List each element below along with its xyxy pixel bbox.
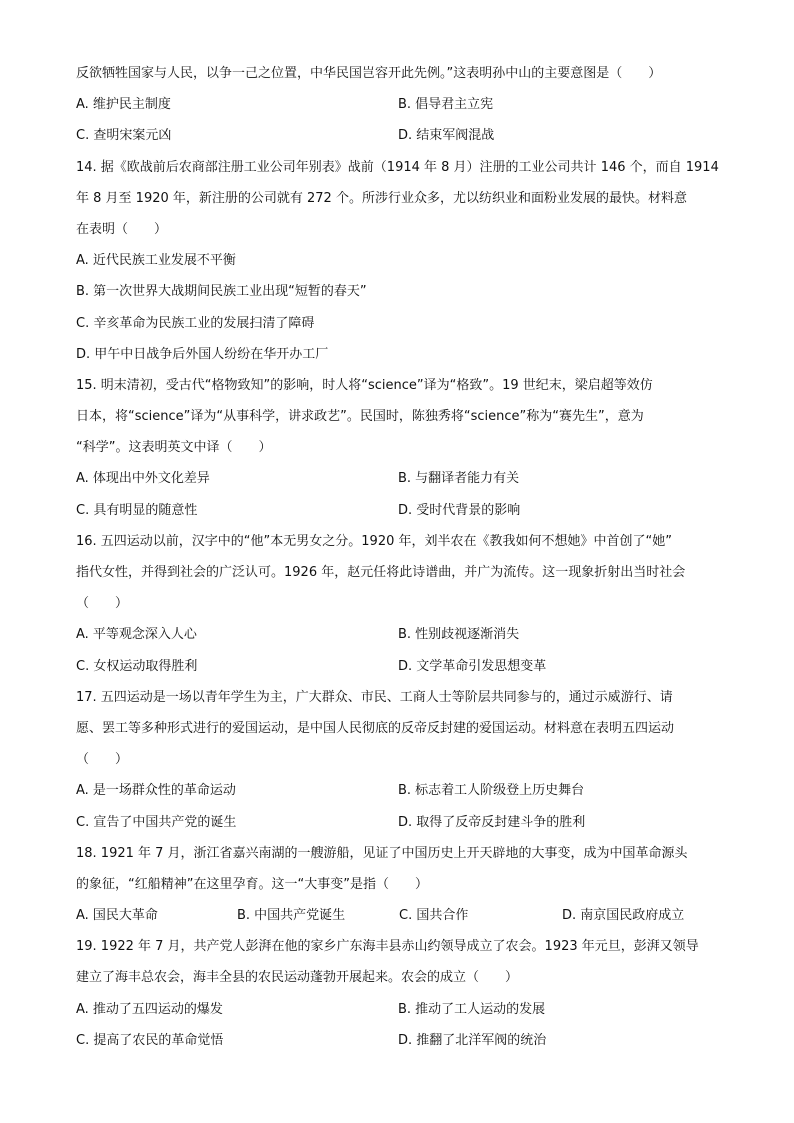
question-15-text: “科学”。这表明英文中译（ ） [76, 440, 272, 456]
question-15-options-row-2 [76, 495, 721, 526]
question-18-option-a[interactable]: A. 国民大革命 [76, 908, 158, 924]
question-17-text: （ ） [76, 752, 129, 768]
question-14-text: 14. 据《欧战前后农商部注册工业公司年别表》战前（1914 年 8 月）注册的工业公司共计 146 个，而自 1914 [76, 159, 719, 175]
question-16-options-row-1 [76, 619, 721, 650]
exam-page [76, 58, 721, 1056]
question-15-option-d[interactable]: D. 受时代背景的影响 [398, 502, 521, 518]
question-16-option-a[interactable]: A. 平等观念深入人心 [76, 627, 197, 643]
question-17-option-a[interactable]: A. 是一场群众性的革命运动 [76, 783, 236, 799]
question-15-option-b[interactable]: B. 与翻译者能力有关 [398, 471, 520, 487]
question-18-options-row [76, 900, 721, 931]
question-19-text: 建立了海丰总农会，海丰全县的农民运动蓬勃开展起来。农会的成立（ ） [76, 970, 519, 986]
question-19-option-c[interactable]: C. 提高了农民的革命觉悟 [76, 1032, 224, 1048]
question-19-option-a[interactable]: A. 推动了五四运动的爆发 [76, 1001, 223, 1017]
question-17-options-row-2 [76, 807, 721, 838]
question-17-option-d[interactable]: D. 取得了反帝反封建斗争的胜利 [398, 814, 586, 830]
question-19-option-b[interactable]: B. 推动了工人运动的发展 [398, 1001, 546, 1017]
question-13-option-a[interactable]: A. 维护民主制度 [76, 97, 171, 113]
question-16-option-b[interactable]: B. 性别歧视逐渐消失 [398, 627, 520, 643]
question-16-option-c[interactable]: C. 女权运动取得胜利 [76, 658, 198, 674]
question-17-text: 17. 五四运动是一场以青年学生为主，广大群众、市民、工商人士等阶层共同参与的，通过示威游行、请 [76, 689, 673, 705]
question-19-options-row-1 [76, 994, 721, 1025]
question-13-options-row-1 [76, 89, 721, 120]
question-18-text: 的象征，“红船精神”在这里孕育。这一“大事变”是指（ ） [76, 876, 428, 892]
question-17-text: 愿、罢工等多种形式进行的爱国运动，是中国人民彻底的反帝反封建的爱国运动。材料意在表明五四运动 [76, 720, 675, 736]
question-19-options-row-2 [76, 1025, 721, 1056]
question-14-text: 年 8 月至 1920 年，新注册的公司就有 272 个。所涉行业众多，尤以纺织业和面粉业发展的最快。材料意 [76, 190, 687, 206]
question-18-option-c[interactable]: C. 国共合作 [399, 908, 469, 924]
question-13-text: 反欲牺牲国家与人民，以争一己之位置，中华民国岂容开此先例。”这表明孙中山的主要意图是（ ） [76, 66, 662, 81]
question-15-option-c[interactable]: C. 具有明显的随意性 [76, 502, 198, 518]
question-15-text: 日本，将“science”译为“从事科学，讲求政艺”。民国时，陈独秀将“science”称为“赛先生”，意为 [76, 409, 644, 425]
question-18-option-b[interactable]: B. 中国共产党诞生 [237, 908, 346, 924]
question-17-option-c[interactable]: C. 宣告了中国共产党的诞生 [76, 814, 237, 830]
question-14-option-b[interactable]: B. 第一次世界大战期间民族工业出现“短暂的春天” [76, 284, 367, 300]
question-19-option-d[interactable]: D. 推翻了北洋军阀的统治 [398, 1032, 547, 1048]
question-16-option-d[interactable]: D. 文学革命引发思想变革 [398, 658, 547, 674]
question-14-option-c[interactable]: C. 辛亥革命为民族工业的发展扫清了障碍 [76, 315, 315, 331]
question-15-option-a[interactable]: A. 体现出中外文化差异 [76, 471, 210, 487]
question-14-text: 在表明（ ） [76, 221, 168, 237]
question-16-text: 指代女性，并得到社会的广泛认可。1926 年，赵元任将此诗谱曲，并广为流传。这一现象折射出当时社会 [76, 565, 686, 580]
question-18-text: 18. 1921 年 7 月，浙江省嘉兴南湖的一艘游船，见证了中国历史上开天辟地的大事变，成为中国革命源头 [76, 845, 688, 861]
question-15-options-row-1 [76, 463, 721, 494]
question-13-option-c[interactable]: C. 查明宋案元凶 [76, 128, 172, 144]
question-17-options-row-1 [76, 775, 721, 806]
question-19-text: 19. 1922 年 7 月，共产党人彭湃在他的家乡广东海丰县赤山约领导成立了农会。1923 年元旦，彭湃又领导 [76, 939, 699, 955]
question-16-options-row-2 [76, 651, 721, 682]
question-13-options-row-2 [76, 120, 721, 151]
question-14-option-a[interactable]: A. 近代民族工业发展不平衡 [76, 253, 236, 269]
question-17-option-b[interactable]: B. 标志着工人阶级登上历史舞台 [398, 783, 585, 799]
question-16-text: （ ） [76, 596, 129, 612]
question-18-option-d[interactable]: D. 南京国民政府成立 [562, 908, 685, 924]
question-13-option-b[interactable]: B. 倡导君主立宪 [398, 97, 494, 113]
question-14-option-d[interactable]: D. 甲午中日战争后外国人纷纷在华开办工厂 [76, 346, 329, 362]
question-16-text: 16. 五四运动以前，汉字中的“他”本无男女之分。1920 年，刘半农在《教我如何不想她》中首创了“她” [76, 533, 672, 549]
question-15-text: 15. 明末清初，受古代“格物致知”的影响，时人将“science”译为“格致”。19 世纪末，梁启超等效仿 [76, 377, 653, 393]
question-13-option-d[interactable]: D. 结束军阀混战 [398, 128, 495, 144]
